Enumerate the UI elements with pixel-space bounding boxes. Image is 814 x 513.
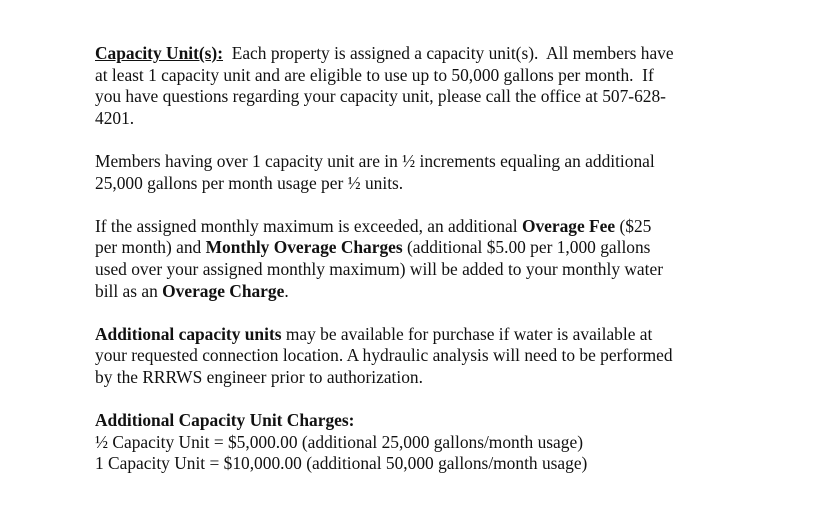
overage-line-4 xyxy=(95,281,735,303)
document-body xyxy=(95,43,735,496)
capacity-line-1 xyxy=(95,43,735,65)
half-unit-charge: ½ Capacity Unit = $5,000.00 (additional 25,000 gallons/month usage) xyxy=(95,431,583,452)
one-unit-charge: 1 Capacity Unit = $10,000.00 (additional 50,000 gallons/month usage) xyxy=(95,453,588,474)
monthly-overage-charges-term: Monthly Overage Charges xyxy=(205,237,403,258)
overage-paragraph xyxy=(95,216,735,302)
additional-paragraph xyxy=(95,324,735,389)
overage-text-2b: (additional $5.00 per 1,000 gallons xyxy=(402,237,651,258)
overage-line-2 xyxy=(95,237,735,259)
overage-text-2a: per month) and xyxy=(95,237,206,258)
additional-line-2: your requested connection location. A hydraulic analysis will need to be performed xyxy=(95,345,673,366)
overage-charge-term: Overage Charge xyxy=(162,280,285,301)
members-line-1: Members having over 1 capacity unit are in ½ increments equaling an additional xyxy=(95,150,655,171)
overage-line-1 xyxy=(95,216,735,238)
overage-text-4b: . xyxy=(284,280,289,301)
capacity-text-1: Each property is assigned a capacity unit(s). All members have xyxy=(223,43,674,63)
overage-line-3: used over your assigned monthly maximum) will be added to your monthly water xyxy=(95,258,663,279)
members-paragraph xyxy=(95,151,735,194)
capacity-paragraph xyxy=(95,43,735,129)
additional-line-3: by the RRRWS engineer prior to authorization. xyxy=(95,366,423,387)
overage-fee-term: Overage Fee xyxy=(521,215,616,236)
additional-line-1 xyxy=(95,324,735,346)
capacity-text-3: you have questions regarding your capacity unit, please call the office at 507-628- xyxy=(95,86,666,107)
capacity-text-2: at least 1 capacity unit and are eligible to use up to 50,000 gallons per month. If xyxy=(95,64,654,85)
overage-text-4a: bill as an xyxy=(95,280,163,301)
overage-text-1b: ($25 xyxy=(615,215,652,236)
additional-text-1: may be available for purchase if water is available at xyxy=(281,323,653,344)
additional-capacity-term: Additional capacity units xyxy=(95,323,282,344)
overage-text-1a: If the assigned monthly maximum is exceeded, an additional xyxy=(95,215,522,236)
charges-section xyxy=(95,410,735,475)
capacity-text-4: 4201. xyxy=(95,107,135,128)
capacity-heading: Capacity Unit(s): xyxy=(95,43,224,63)
charges-title: Additional Capacity Unit Charges: xyxy=(95,410,355,431)
members-line-2: 25,000 gallons per month usage per ½ units. xyxy=(95,172,404,193)
